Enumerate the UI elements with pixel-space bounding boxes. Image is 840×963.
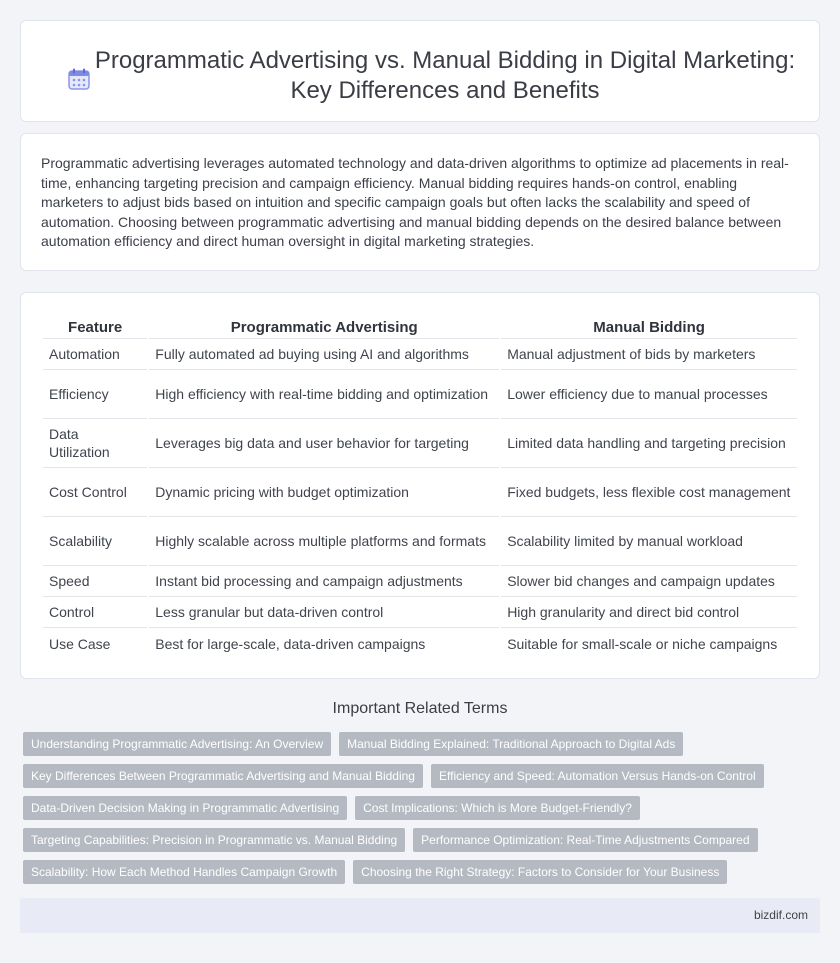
manual-cell: Slower bid changes and campaign updates: [501, 566, 797, 597]
table-row: [43, 517, 797, 566]
feature-cell: Use Case: [49, 635, 111, 652]
feature-cell: Control: [43, 597, 147, 628]
page-title: Programmatic Advertising vs. Manual Bidding in Digital Marketing: Key Differences and Benefits: [94, 47, 796, 104]
related-term-tag[interactable]: Scalability: How Each Method Handles Campaign Growth: [23, 860, 345, 884]
manual-cell: Scalability limited by manual workload: [501, 517, 797, 566]
feature-cell: Cost Control: [43, 468, 147, 517]
manual-cell: Suitable for small-scale or niche campaigns: [507, 635, 778, 652]
programmatic-cell: Fully automated ad buying using AI and algorithms: [149, 339, 499, 370]
programmatic-cell: Highly scalable across multiple platforms and formats: [149, 517, 499, 566]
comparison-table: [41, 313, 799, 659]
related-term-tag[interactable]: Understanding Programmatic Advertising: An Overview: [23, 732, 331, 756]
manual-cell: Fixed budgets, less flexible cost management: [501, 468, 797, 517]
intro-paragraph: Programmatic advertising leverages automated technology and data-driven algorithms to optimize ad placements in real-time, enhancing targeting precision and campaign efficiency. Manual bidding requires hands-on control, enabling marketers to adjust bids based on intuition and specific campaign goals but often lacks the scalability and speed of automation. Choosing between programmatic advertising and manual bidding depends on the desired balance between automation efficiency and direct human oversight in digital marketing strategies.: [41, 155, 789, 249]
related-terms-title: Important Related Terms: [332, 700, 508, 717]
related-term-tag[interactable]: Key Differences Between Programmatic Advertising and Manual Bidding: [23, 764, 423, 788]
comparison-table-card: [20, 292, 820, 679]
manual-cell: Manual adjustment of bids by marketers: [501, 339, 797, 370]
feature-cell: Data Utilization: [43, 419, 147, 468]
manual-cell: Lower efficiency due to manual processes: [501, 370, 797, 419]
footer: [20, 898, 820, 933]
footer-site-link[interactable]: bizdif.com: [753, 908, 808, 922]
feature-cell: Automation: [43, 339, 147, 370]
manual-cell: High granularity and direct bid control: [501, 597, 797, 628]
table-row: [43, 339, 797, 370]
table-row: [43, 597, 797, 628]
related-term-tag[interactable]: Performance Optimization: Real-Time Adjustments Compared: [413, 828, 757, 852]
related-term-tag[interactable]: Cost Implications: Which is More Budget-Friendly?: [355, 796, 640, 820]
related-terms-list: [23, 732, 783, 892]
table-row: [43, 370, 797, 419]
header-card: [20, 20, 820, 122]
related-term-tag[interactable]: Manual Bidding Explained: Traditional Approach to Digital Ads: [339, 732, 683, 756]
header-manual: Manual Bidding: [501, 313, 797, 339]
related-term-tag[interactable]: Choosing the Right Strategy: Factors to Consider for Your Business: [353, 860, 727, 884]
manual-cell: Limited data handling and targeting precision: [501, 419, 797, 468]
related-term-tag[interactable]: Data-Driven Decision Making in Programmatic Advertising: [23, 796, 347, 820]
feature-cell: Scalability: [43, 517, 147, 566]
intro-card: [20, 133, 820, 271]
programmatic-cell: High efficiency with real-time bidding and optimization: [149, 370, 499, 419]
table-row: [43, 628, 797, 659]
feature-cell: Speed: [43, 566, 147, 597]
header-programmatic: Programmatic Advertising: [149, 313, 499, 339]
table-header-row: [43, 313, 797, 339]
programmatic-cell: Instant bid processing and campaign adjustments: [149, 566, 499, 597]
table-row: [43, 468, 797, 517]
related-term-tag[interactable]: Targeting Capabilities: Precision in Programmatic vs. Manual Bidding: [23, 828, 405, 852]
feature-cell: Efficiency: [43, 370, 147, 419]
table-row: [43, 419, 797, 468]
related-term-tag[interactable]: Efficiency and Speed: Automation Versus Hands-on Control: [431, 764, 764, 788]
table-row: [43, 566, 797, 597]
programmatic-cell: Dynamic pricing with budget optimization: [149, 468, 499, 517]
programmatic-cell: Best for large-scale, data-driven campaigns: [155, 635, 426, 652]
programmatic-cell: Less granular but data-driven control: [149, 597, 499, 628]
header-feature: Feature: [43, 313, 147, 339]
programmatic-cell: Leverages big data and user behavior for targeting: [149, 419, 499, 468]
